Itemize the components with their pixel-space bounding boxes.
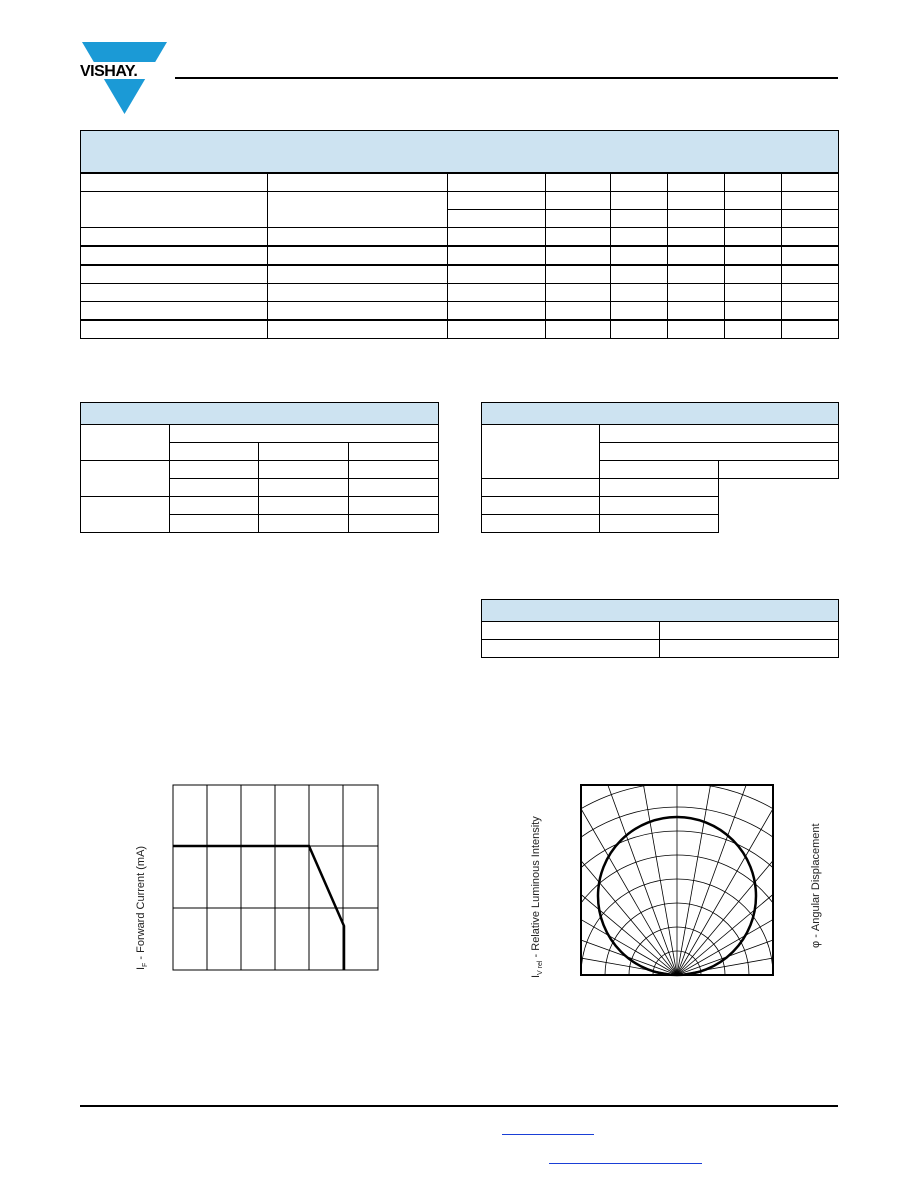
- polar-grid-spoke: [579, 783, 677, 975]
- table-header-row: [482, 403, 839, 425]
- table-row: [81, 228, 839, 247]
- vishay-logo: [78, 40, 170, 116]
- main-spec-table: [80, 130, 839, 339]
- polar-grid-spoke: [677, 930, 775, 975]
- polar-grid-spoke: [579, 886, 677, 975]
- right-figure-ylabel: $I_{V rel}$ - Relative Luminous Intensity: [530, 816, 545, 978]
- polar-grid-spoke: [677, 783, 775, 975]
- right-lower-table: [481, 599, 839, 658]
- table-row: [482, 640, 839, 658]
- table-row: [81, 284, 839, 302]
- table-row: [81, 173, 839, 192]
- table-row: [482, 425, 839, 443]
- logo-triangle-icon: [78, 40, 170, 116]
- table-row: [81, 302, 839, 321]
- footer-rule: [80, 1105, 838, 1107]
- table-row: [81, 192, 839, 210]
- table-row: [482, 479, 839, 497]
- right-small-table: [481, 402, 839, 533]
- table-row: [81, 497, 439, 515]
- left-small-table: [80, 402, 439, 533]
- polar-grid-spoke: [579, 845, 677, 975]
- polar-grid-spoke: [579, 930, 677, 975]
- left-figure-ylabel: $I_F$ - Forward Current (mA): [135, 845, 150, 970]
- polar-grid-spoke: [579, 783, 677, 975]
- table-header-row: [81, 403, 439, 425]
- footer-link-2[interactable]: [549, 1163, 702, 1164]
- table-row: [482, 497, 839, 515]
- table-row: [81, 246, 839, 265]
- forward-current-chart: [172, 784, 380, 972]
- table-row: [482, 515, 839, 533]
- table-header-row: [482, 600, 839, 622]
- polar-grid-spoke: [677, 886, 775, 975]
- polar-grid-spoke: [588, 783, 677, 975]
- table-row: [81, 320, 839, 339]
- table-row: [81, 461, 439, 479]
- svg-text:VISHAY.: VISHAY.: [80, 63, 138, 80]
- table-row: [81, 425, 439, 443]
- polar-grid-spoke: [677, 783, 775, 975]
- polar-radiation-chart: [579, 783, 775, 977]
- header-rule: [175, 77, 838, 79]
- table-header-row: [81, 131, 839, 174]
- footer-link-1[interactable]: [502, 1134, 594, 1135]
- table-row: [81, 265, 839, 284]
- polar-grid-spoke: [677, 783, 766, 975]
- polar-grid-spoke: [677, 845, 775, 975]
- right-figure-angle-label: φ - Angular Displacement: [810, 823, 822, 948]
- table-row: [482, 622, 839, 640]
